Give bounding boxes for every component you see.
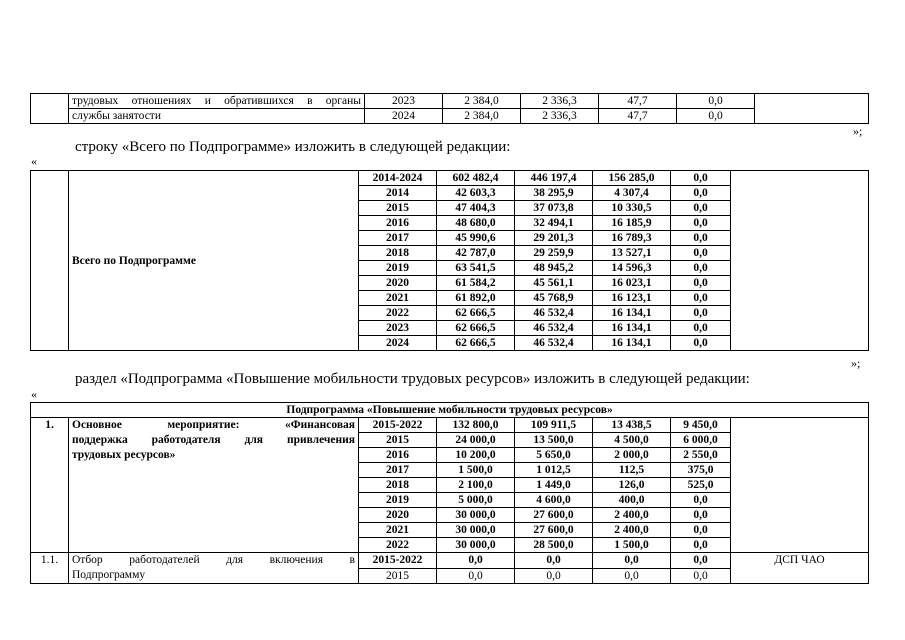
table-body — [31, 171, 869, 351]
year-cell: 2014 — [359, 186, 437, 201]
total-cell: 24 000,0 — [437, 433, 515, 448]
year-cell: 2017 — [359, 463, 437, 478]
description-cell: службы занятости — [69, 109, 365, 124]
table-row — [31, 109, 869, 124]
value-cell: 400,0 — [593, 493, 671, 508]
table-row — [31, 418, 869, 433]
year-cell: 2018 — [359, 478, 437, 493]
description-line: трудовых ресурсов» — [72, 449, 176, 461]
value-cell: 47,7 — [599, 94, 677, 109]
value-cell: 13 527,1 — [593, 246, 671, 261]
year-cell: 2015 — [359, 201, 437, 216]
table-row — [31, 171, 869, 186]
description-line: Основное мероприятие: «Финансовая — [72, 419, 355, 431]
table-total-subprogram — [30, 170, 869, 351]
value-cell: 13 500,0 — [515, 433, 593, 448]
value-cell: 0,0 — [671, 508, 731, 523]
total-cell: 1 500,0 — [437, 463, 515, 478]
total-label-cell: Всего по Подпрограмме — [69, 171, 359, 351]
table-body — [31, 553, 869, 584]
value-cell: 6 000,0 — [671, 433, 731, 448]
table-body — [31, 403, 869, 553]
total-cell: 62 666,5 — [437, 336, 515, 351]
instruction-paragraph: раздел «Подпрограмма «Повышение мобильности трудовых ресурсов» изложить в следующей редакции: — [75, 371, 750, 387]
value-cell: 27 600,0 — [515, 508, 593, 523]
year-cell: 2015 — [359, 568, 437, 584]
value-cell: 0,0 — [671, 568, 731, 584]
description-line: поддержка работодателя для привлечения — [72, 434, 355, 446]
value-cell: 14 596,3 — [593, 261, 671, 276]
value-cell: 2 400,0 — [593, 508, 671, 523]
value-cell: 45 561,1 — [515, 276, 593, 291]
value-cell: 2 000,0 — [593, 448, 671, 463]
value-cell: 29 201,3 — [515, 231, 593, 246]
value-cell: 0,0 — [677, 109, 755, 124]
value-cell: 46 532,4 — [515, 336, 593, 351]
item-description-cell — [69, 553, 359, 584]
number-cell — [31, 171, 69, 351]
total-cell: 42 787,0 — [437, 246, 515, 261]
total-cell: 602 482,4 — [437, 171, 515, 186]
value-cell: 0,0 — [671, 538, 731, 553]
value-cell: 16 185,9 — [593, 216, 671, 231]
value-cell: 0,0 — [671, 523, 731, 538]
year-cell: 2015-2022 — [359, 418, 437, 433]
year-cell: 2024 — [359, 336, 437, 351]
table-previous-section — [30, 93, 869, 124]
value-cell: 46 532,4 — [515, 321, 593, 336]
total-cell: 63 541,5 — [437, 261, 515, 276]
year-cell: 2017 — [359, 231, 437, 246]
value-cell: 29 259,9 — [515, 246, 593, 261]
total-cell: 0,0 — [437, 553, 515, 569]
total-cell: 2 384,0 — [443, 94, 521, 109]
value-cell: 0,0 — [515, 553, 593, 569]
description-line: Подпрограмму — [72, 569, 146, 581]
value-cell: 5 650,0 — [515, 448, 593, 463]
year-cell: 2020 — [359, 508, 437, 523]
year-cell: 2019 — [359, 493, 437, 508]
table-row — [31, 553, 869, 569]
year-cell: 2022 — [359, 538, 437, 553]
value-cell: 0,0 — [671, 261, 731, 276]
value-cell: 0,0 — [671, 201, 731, 216]
total-cell: 2 100,0 — [437, 478, 515, 493]
subprogram-heading: Подпрограмма «Повышение мобильности трудовых ресурсов» — [31, 403, 869, 418]
value-cell: 4 500,0 — [593, 433, 671, 448]
opening-quote: « — [31, 154, 37, 168]
executor-cell — [731, 171, 869, 351]
value-cell: 0,0 — [671, 291, 731, 306]
item-number-cell: 1.1. — [31, 553, 69, 584]
value-cell: 2 400,0 — [593, 523, 671, 538]
value-cell: 0,0 — [671, 216, 731, 231]
description-line: Отбор работодателей для включения в — [72, 554, 355, 566]
total-cell: 30 000,0 — [437, 538, 515, 553]
value-cell: 16 023,1 — [593, 276, 671, 291]
table-row — [31, 94, 869, 109]
value-cell: 16 134,1 — [593, 321, 671, 336]
value-cell: 9 450,0 — [671, 418, 731, 433]
value-cell: 0,0 — [671, 306, 731, 321]
table-heading-row — [31, 403, 869, 418]
closing-quote: »; — [853, 124, 863, 138]
description-cell: трудовых отношениях и обратившихся в органы — [69, 94, 365, 109]
value-cell: 0,0 — [671, 321, 731, 336]
year-cell: 2019 — [359, 261, 437, 276]
value-cell: 1 500,0 — [593, 538, 671, 553]
total-cell: 30 000,0 — [437, 508, 515, 523]
value-cell: 0,0 — [671, 336, 731, 351]
total-cell: 0,0 — [437, 568, 515, 584]
year-cell: 2021 — [359, 291, 437, 306]
item-description-cell — [69, 418, 359, 553]
value-cell: 16 789,3 — [593, 231, 671, 246]
value-cell: 13 438,5 — [593, 418, 671, 433]
year-cell: 2014-2024 — [359, 171, 437, 186]
value-cell: 10 330,5 — [593, 201, 671, 216]
value-cell: 16 134,1 — [593, 306, 671, 321]
value-cell: 112,5 — [593, 463, 671, 478]
year-cell: 2016 — [359, 216, 437, 231]
executor-cell: ДСП ЧАО — [731, 553, 869, 584]
value-cell: 4 307,4 — [593, 186, 671, 201]
total-cell: 2 384,0 — [443, 109, 521, 124]
value-cell: 2 550,0 — [671, 448, 731, 463]
value-cell: 16 123,1 — [593, 291, 671, 306]
total-cell: 61 892,0 — [437, 291, 515, 306]
value-cell: 0,0 — [677, 94, 755, 109]
year-cell: 2018 — [359, 246, 437, 261]
year-cell: 2022 — [359, 306, 437, 321]
year-cell: 2021 — [359, 523, 437, 538]
total-cell: 62 666,5 — [437, 306, 515, 321]
value-cell: 46 532,4 — [515, 306, 593, 321]
total-cell: 30 000,0 — [437, 523, 515, 538]
value-cell: 156 285,0 — [593, 171, 671, 186]
value-cell: 0,0 — [515, 568, 593, 584]
value-cell: 446 197,4 — [515, 171, 593, 186]
value-cell: 37 073,8 — [515, 201, 593, 216]
value-cell: 4 600,0 — [515, 493, 593, 508]
year-cell: 2016 — [359, 448, 437, 463]
executor-cell — [755, 94, 869, 124]
total-cell: 45 990,6 — [437, 231, 515, 246]
total-cell: 61 584,2 — [437, 276, 515, 291]
value-cell: 0,0 — [671, 553, 731, 569]
number-cell — [31, 94, 69, 124]
executor-cell — [731, 418, 869, 553]
instruction-paragraph: строку «Всего по Подпрограмме» изложить в следующей редакции: — [75, 139, 511, 155]
value-cell: 48 945,2 — [515, 261, 593, 276]
total-cell: 5 000,0 — [437, 493, 515, 508]
value-cell: 1 449,0 — [515, 478, 593, 493]
value-cell: 0,0 — [593, 568, 671, 584]
value-cell: 0,0 — [671, 171, 731, 186]
total-cell: 132 800,0 — [437, 418, 515, 433]
year-cell: 2020 — [359, 276, 437, 291]
year-cell: 2023 — [359, 321, 437, 336]
value-cell: 16 134,1 — [593, 336, 671, 351]
total-cell: 48 680,0 — [437, 216, 515, 231]
opening-quote: « — [31, 387, 37, 401]
value-cell: 0,0 — [671, 186, 731, 201]
value-cell: 0,0 — [671, 231, 731, 246]
year-cell: 2023 — [365, 94, 443, 109]
value-cell: 27 600,0 — [515, 523, 593, 538]
total-cell: 42 603,3 — [437, 186, 515, 201]
value-cell: 0,0 — [671, 246, 731, 261]
value-cell: 32 494,1 — [515, 216, 593, 231]
table-subprogram — [30, 402, 869, 584]
value-cell: 0,0 — [671, 276, 731, 291]
value-cell: 47,7 — [599, 109, 677, 124]
value-cell: 1 012,5 — [515, 463, 593, 478]
value-cell: 525,0 — [671, 478, 731, 493]
year-cell: 2024 — [365, 109, 443, 124]
value-cell: 126,0 — [593, 478, 671, 493]
closing-quote: »; — [851, 356, 861, 370]
value-cell: 109 911,5 — [515, 418, 593, 433]
total-cell: 62 666,5 — [437, 321, 515, 336]
value-cell: 2 336,3 — [521, 109, 599, 124]
total-cell: 10 200,0 — [437, 448, 515, 463]
value-cell: 2 336,3 — [521, 94, 599, 109]
year-cell: 2015 — [359, 433, 437, 448]
value-cell: 375,0 — [671, 463, 731, 478]
value-cell: 38 295,9 — [515, 186, 593, 201]
value-cell: 28 500,0 — [515, 538, 593, 553]
value-cell: 0,0 — [593, 553, 671, 569]
item-number-cell: 1. — [31, 418, 69, 553]
value-cell: 45 768,9 — [515, 291, 593, 306]
total-cell: 47 404,3 — [437, 201, 515, 216]
value-cell: 0,0 — [671, 493, 731, 508]
year-cell: 2015-2022 — [359, 553, 437, 569]
